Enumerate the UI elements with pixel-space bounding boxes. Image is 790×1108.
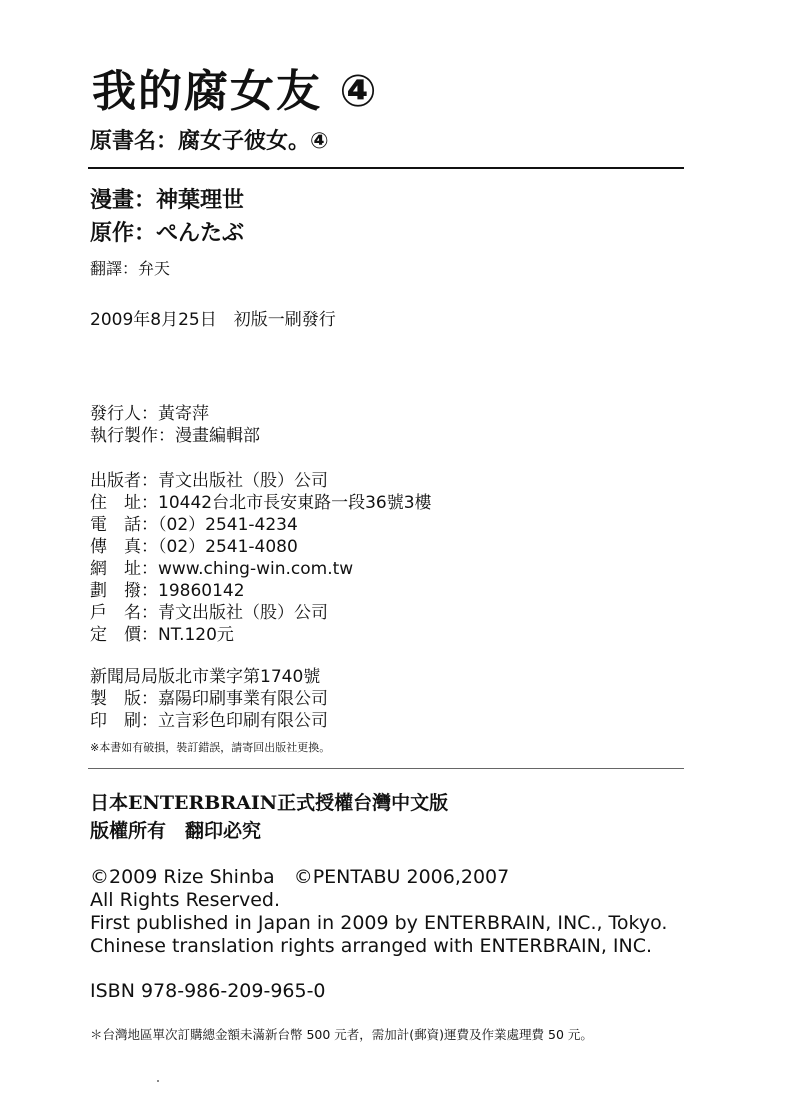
info-publisher: 出版者：青文出版社（股）公司: [90, 471, 328, 491]
rights-line: 版權所有 翻印必究: [90, 820, 262, 842]
first-published-line: First published in Japan in 2009 by ENTERBRAIN, INC., Tokyo.: [90, 912, 668, 934]
credit-original: 原作：ぺんたぶ: [90, 221, 245, 246]
print-printer: 印 刷：立言彩色印刷有限公司: [90, 711, 328, 731]
divider-top: [88, 167, 684, 169]
copyright-line: ©2009 Rize Shinba ©PENTABU 2006,2007: [90, 866, 510, 888]
original-title: 原書名：腐女子彼女。④: [90, 129, 329, 154]
book-title: 我的腐女友 ④: [92, 66, 379, 117]
order-footnote: ＊台灣地區單次訂購總金額未滿新台幣 500 元者，需加計(郵資)運費及作業處理費 50 元。: [90, 1027, 593, 1042]
credit-manga: 漫畫：神葉理世: [90, 188, 245, 213]
info-fax: 傳 真：（02）2541-4080: [90, 537, 298, 557]
rights-reserved-line: All Rights Reserved.: [90, 889, 281, 911]
isbn: ISBN 978-986-209-965-0: [90, 980, 326, 1002]
print-license-number: 新聞局局版北市業字第1740號: [90, 667, 321, 687]
info-account-name: 戶 名：青文出版社（股）公司: [90, 603, 328, 623]
info-phone: 電 話：（02）2541-4234: [90, 515, 298, 535]
staff-publisher: 發行人：黃寄萍: [90, 404, 209, 424]
speck-mark: [157, 1080, 159, 1082]
info-postal-account: 劃 撥：19860142: [90, 581, 245, 601]
credit-translation: 翻譯：弁天: [90, 259, 171, 278]
translation-rights-line: Chinese translation rights arranged with ENTERBRAIN, INC.: [90, 935, 653, 957]
print-plate-maker: 製 版：嘉陽印刷事業有限公司: [90, 689, 328, 709]
info-price: 定 價：NT.120元: [90, 625, 234, 645]
edition-date: 2009年8月25日 初版一刷發行: [90, 310, 336, 330]
info-website: 網 址：www.ching-win.com.tw: [90, 559, 354, 579]
divider-middle: [88, 768, 684, 769]
info-address: 住 址：10442台北市長安東路一段36號3樓: [90, 493, 432, 513]
damage-note: ※本書如有破損，裝訂錯誤，請寄回出版社更換。: [90, 741, 331, 754]
staff-production: 執行製作：漫畫編輯部: [90, 426, 260, 446]
license-line: 日本ENTERBRAIN正式授權台灣中文版: [90, 792, 449, 814]
